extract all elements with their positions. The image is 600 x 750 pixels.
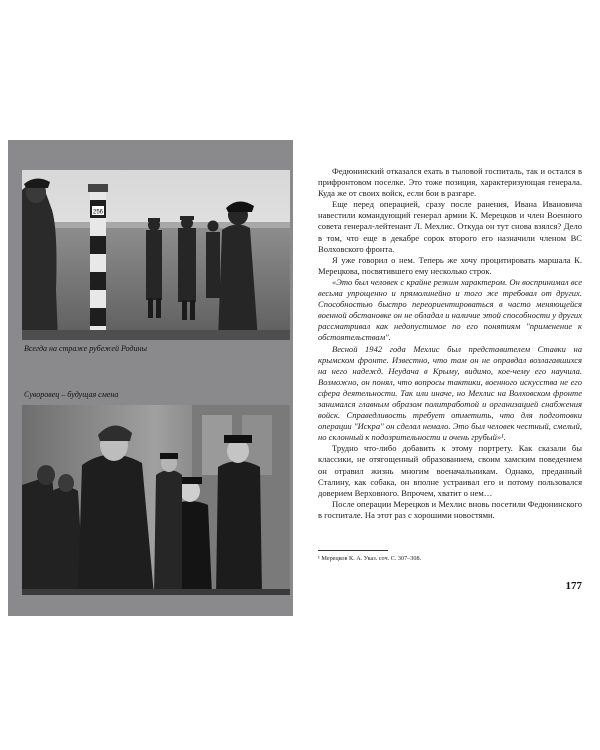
photo-cadets (22, 405, 290, 595)
paragraph: Еще перед операцией, сразу после ранения, Ивана Ивановича навестили командующий генерал армии К. Мерецков и член Военного совета генерал-лейтенант Л. Мехлис. Откуда он тут снова взялся? Дело в том, что еще в декабре сорок второго его назначили членом ВС Волховского фронта. (318, 199, 582, 254)
right-page (300, 140, 592, 616)
page-number: 177 (565, 580, 582, 592)
paragraph: Федюнинский отказался ехать в тыловой госпиталь, так и остался в прифронтовом поселке. Это тоже позиция, характеризующая генерала. Куда же от своих войск, если бои в разгаре. (318, 166, 582, 199)
main-text (318, 166, 582, 521)
book-spread (8, 140, 592, 616)
photo-1-caption: Всегда на страже рубежей Родины (24, 344, 147, 353)
left-page (8, 140, 293, 616)
photo-2-caption: Суворовец – будущая смена (24, 390, 119, 399)
quote-paragraph: Весной 1942 года Мехлис был представителем Ставки на крымском фронте. Известно, что там он не оправдал возлагавшихся на него надежд. Неудача в Крыму, видимо, кое-чему его научила. Возможно, он понял, что вопросы тактики, военного искусства не его сфера деятельности. Так или иначе, но Мехлис на Волховском фронте занимался главным образом политработой и организацией снабжения войск. Справедливость требует отметить, что для подготовки операции "Искра" он сделал немало. Это был человек честный, смелый, но склонный к подозрительности и очень грубый»¹. (318, 343, 582, 443)
paragraph: Я уже говорил о нем. Теперь же хочу процитировать маршала К. Мерецкова, посвятившего ему несколько строк. (318, 254, 582, 276)
footnote: ¹ Мерецков К. А. Указ. соч. С. 307–308. (318, 555, 422, 562)
footnote-divider (318, 550, 388, 551)
border-post-number: 256 (92, 209, 104, 216)
paragraph: Трудно что-либо добавить к этому портрету. Как сказали бы классики, не отягощенный образованием, своим хамским поведением он отравил жизнь многим военачальникам. Однако, преданный Сталину, как собака, он вполне устраивал его и потому пользовался доверием Верховного. Впрочем, хватит о нем… (318, 443, 582, 498)
photo-border-guards (22, 170, 290, 340)
border-guards-image (22, 170, 290, 340)
quote-paragraph: «Это был человек с крайне резким характером. Он воспринимал все весьма упрощенно и прямолинейно и того же требовал от других. Способностью быстро переориентироваться в часто меняющейся военной обстановке он не обладал и наличие этой способности у других рассматривал как недопустимое по его понятиям "применение к обстоятельствам". (318, 276, 582, 343)
cadets-image (22, 405, 290, 595)
paragraph: После операции Мерецков и Мехлис вновь посетили Федюнинского в госпитале. На этот раз с хорошими новостями. (318, 498, 582, 520)
